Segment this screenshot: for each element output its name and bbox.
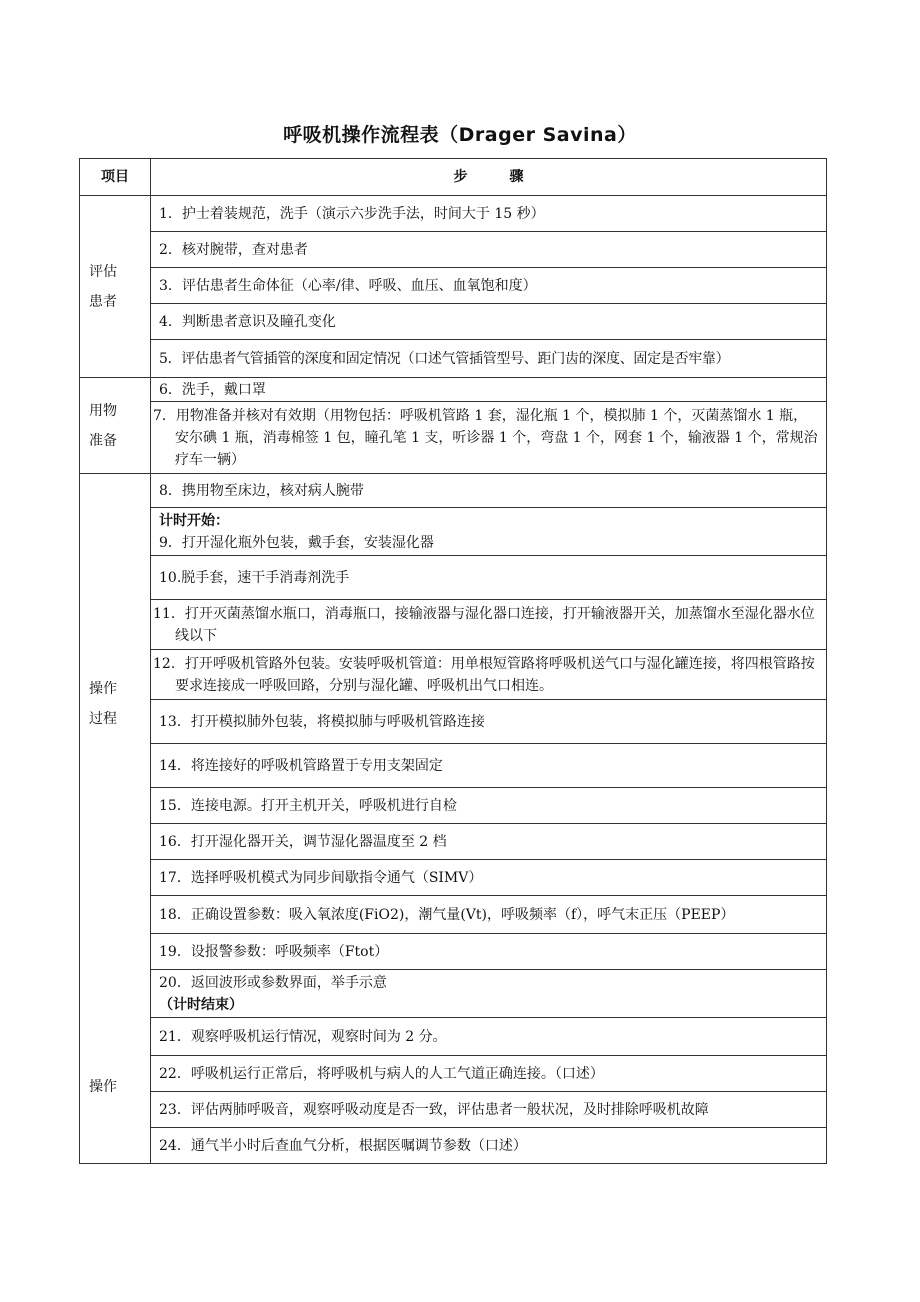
- category-operation: [80, 474, 151, 1164]
- step-7: 7．用物准备并核对有效期（用物包括：呼吸机管路 1 套，湿化瓶 1 个，模拟肺 1 个，灭菌蒸馏水 1 瓶，安尔碘 1 瓶，消毒棉签 1 包，瞳孔笔 1 支，听诊器 1 个，弯盘 1 个，网套 1 个，输液器 1 个，常规治疗车一辆）: [151, 402, 827, 474]
- step-23: 23．评估两肺呼吸音，观察呼吸动度是否一致，评估患者一般状况，及时排除呼吸机故障: [151, 1092, 827, 1128]
- header-item: 项目: [80, 159, 151, 196]
- step-21: 21．观察呼吸机运行情况，观察时间为 2 分。: [151, 1018, 827, 1056]
- category-assess: [80, 196, 151, 378]
- step-19: 19．设报警参数：呼吸频率（Ftot）: [151, 934, 827, 970]
- table-row: [80, 970, 827, 1018]
- category-op-line1: 操作: [89, 681, 117, 697]
- step-4: 4．判断患者意识及瞳孔变化: [151, 304, 827, 340]
- step-9: 9．打开湿化瓶外包装，戴手套，安装湿化器: [159, 534, 434, 551]
- step-17: 17．选择呼吸机模式为同步间歇指令通气（SIMV）: [151, 860, 827, 896]
- category-op-bottom: 操作: [89, 1079, 117, 1095]
- table-row: [80, 196, 827, 232]
- step-18: 18．正确设置参数：吸入氧浓度(FiO2)，潮气量(Vt)，呼吸频率（f），呼气末正压（PEEP）: [151, 896, 827, 934]
- step-2: 2．核对腕带，查对患者: [151, 232, 827, 268]
- step-13: 13．打开模拟肺外包装，将模拟肺与呼吸机管路连接: [151, 700, 827, 744]
- table-row: [80, 340, 827, 378]
- table-row: [80, 650, 827, 700]
- table-row: [80, 474, 827, 508]
- table-row: [80, 378, 827, 402]
- table-row: [80, 304, 827, 340]
- step-10: 10.脱手套，速干手消毒剂洗手: [151, 556, 827, 600]
- table-row: [80, 896, 827, 934]
- step-12: 12．打开呼吸机管路外包装。安装呼吸机管道：用单根短管路将呼吸机送气口与湿化罐连接，将四根管路按要求连接成一呼吸回路，分别与湿化罐、呼吸机出气口相连。: [151, 650, 827, 700]
- table-row: [80, 508, 827, 556]
- table-row: [80, 700, 827, 744]
- timer-end: （计时结束）: [159, 996, 243, 1013]
- table-row: [80, 860, 827, 896]
- table-row: [80, 600, 827, 650]
- category-assess-line2: 患者: [89, 293, 117, 310]
- step-9-cell: [151, 508, 827, 556]
- table-row: [80, 824, 827, 860]
- timer-start: 计时开始：: [159, 512, 229, 529]
- step-20: 20．返回波形或参数界面，举手示意: [159, 974, 387, 991]
- table-row: [80, 744, 827, 788]
- table-row: [80, 1018, 827, 1056]
- header-steps: 步 骤: [151, 159, 827, 196]
- table-header-row: [80, 159, 827, 196]
- table-row: [80, 268, 827, 304]
- table-row: [80, 788, 827, 824]
- table-row: [80, 934, 827, 970]
- step-3: 3．评估患者生命体征（心率/律、呼吸、血压、血氧饱和度）: [151, 268, 827, 304]
- table-row: [80, 232, 827, 268]
- step-22: 22．呼吸机运行正常后，将呼吸机与病人的人工气道正确连接。（口述）: [151, 1056, 827, 1092]
- step-24: 24．通气半小时后查血气分析，根据医嘱调节参数（口述）: [151, 1128, 827, 1164]
- step-14: 14．将连接好的呼吸机管路置于专用支架固定: [151, 744, 827, 788]
- step-15: 15．连接电源。打开主机开关，呼吸机进行自检: [151, 788, 827, 824]
- table-row: [80, 1128, 827, 1164]
- category-prep-line1: 用物: [89, 402, 117, 419]
- table-row: [80, 1056, 827, 1092]
- step-11: 11．打开灭菌蒸馏水瓶口，消毒瓶口，接输液器与湿化器口连接，打开输液器开关，加蒸馏水至湿化器水位线以下: [151, 600, 827, 650]
- procedure-table: [79, 158, 827, 1164]
- table-row: [80, 556, 827, 600]
- step-6: 6．洗手，戴口罩: [151, 378, 827, 402]
- step-20-cell: [151, 970, 827, 1018]
- category-assess-line1: 评估: [89, 263, 117, 280]
- page-title: 呼吸机操作流程表（Drager Savina）: [283, 124, 637, 146]
- category-prep: [80, 378, 151, 474]
- category-op-line2: 过程: [89, 711, 117, 727]
- step-5: 5．评估患者气管插管的深度和固定情况（口述气管插管型号、距门齿的深度、固定是否牢靠）: [151, 340, 827, 378]
- category-prep-line2: 准备: [89, 432, 117, 449]
- step-16: 16．打开湿化器开关，调节湿化器温度至 2 档: [151, 824, 827, 860]
- table-row: [80, 402, 827, 474]
- step-8: 8．携用物至床边，核对病人腕带: [151, 474, 827, 508]
- step-1: 1．护士着装规范，洗手（演示六步洗手法，时间大于 15 秒）: [151, 196, 827, 232]
- table-row: [80, 1092, 827, 1128]
